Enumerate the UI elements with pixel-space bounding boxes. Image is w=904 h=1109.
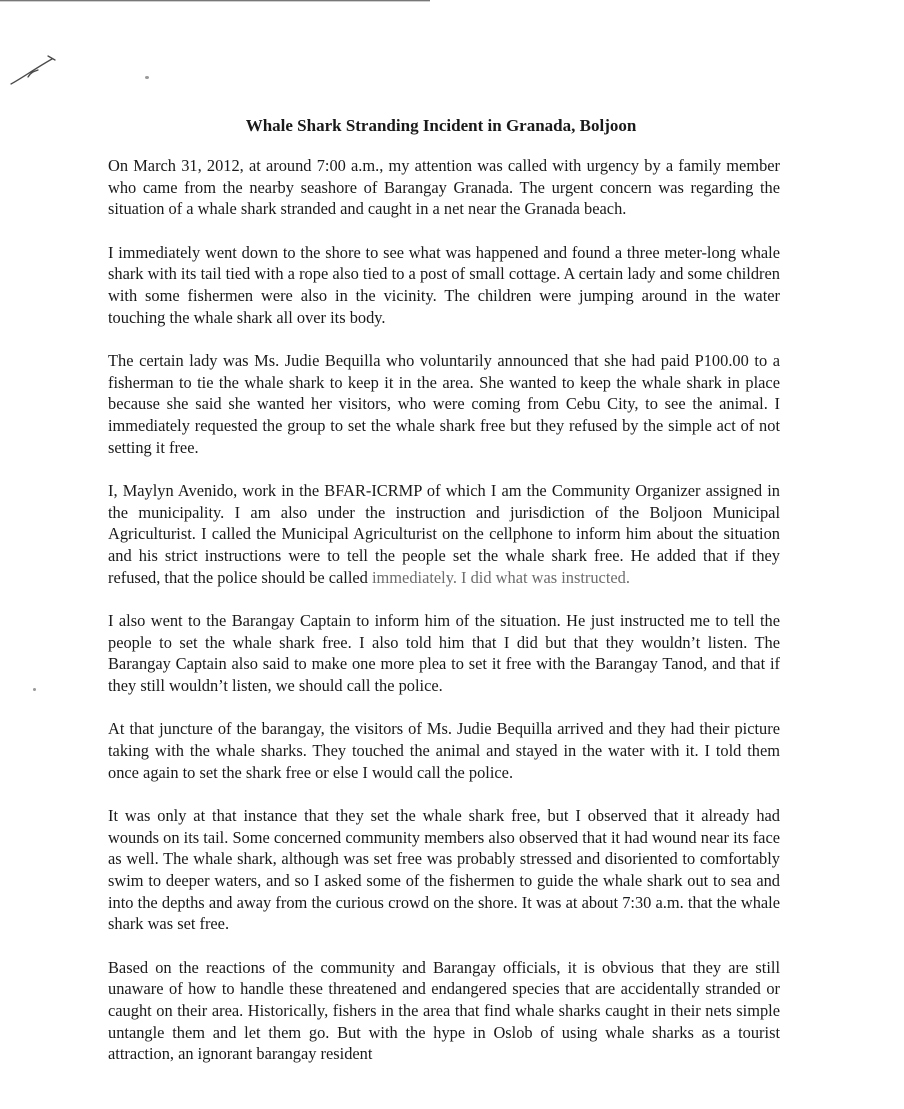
paragraph-text: At that juncture of the barangay, the visitors of Ms. Judie Bequilla arrived and they had their picture taking with the whale sharks. They touched the animal and stayed in the water with it. I told them once again to set the shark free or else I would call the police. <box>108 719 780 782</box>
paragraph <box>108 957 780 1065</box>
paragraph <box>108 610 780 696</box>
faded-text: immediately. I did what was instructed. <box>372 567 630 587</box>
paragraph <box>108 480 780 588</box>
paragraph-text: It was only at that instance that they set the whale shark free, but I observed that it already had wounds on its tail. Some concerned community members also observed that it had wound near its face as well. The whale shark, although was set free was probably stressed and disoriented to comfortably swim to deeper waters, and so I asked some of the fishermen to guide the whale shark out to sea and into the depths and away from the curious crowd on the shore. It was at about 7:30 a.m. that the whale shark was set free. <box>108 806 780 934</box>
paragraph-text: On March 31, 2012, at around 7:00 a.m., my attention was called with urgency by a family member who came from the nearby seashore of Barangay Granada. The urgent concern was regarding the situation of a whale shark stranded and caught in a net near the Granada beach. <box>108 156 780 219</box>
scan-speck <box>33 688 36 691</box>
paragraph-text: I immediately went down to the shore to see what was happened and found a three meter-long whale shark with its tail tied with a rope also tied to a post of small cottage. A certain lady and some children with some fishermen were also in the vicinity. The children were jumping around in the water touching the whale shark all over its body. <box>108 242 780 327</box>
paragraph-text: I also went to the Barangay Captain to inform him of the situation. He just instructed me to tell the people to set the whale shark free. I also told him that I did but that they wouldn’t listen. The Barangay Captain also said to make one more plea to set it free with the Barangay Tanod, and that if they still wouldn’t listen, we should call the police. <box>108 611 780 695</box>
paragraph <box>108 805 780 935</box>
paragraph-text: Based on the reactions of the community and Barangay officials, it is obvious that they are still unaware of how to handle these threatened and endangered species that are accidentally stranded or caught on their area. Historically, fishers in the area that find whale sharks caught in their nets simple untangle them and let them go. But with the hype in Oslob of using whale sharks as a tourist attraction, an ignorant barangay resident <box>108 957 780 1064</box>
document-body <box>108 155 780 1087</box>
document-title: Whale Shark Stranding Incident in Granada, Boljoon <box>245 116 637 135</box>
scan-speck <box>145 76 149 79</box>
pen-mark-icon <box>8 50 64 90</box>
paragraph <box>108 242 780 328</box>
scan-top-rule <box>0 0 430 2</box>
paragraph <box>108 350 780 458</box>
paragraph <box>108 718 780 783</box>
paragraph <box>108 155 780 220</box>
paragraph-text: I, Maylyn Avenido, work in the BFAR-ICRMP of which I am the Community Organizer assigned in the municipality. I am also under the instruction and jurisdiction of the Boljoon Municipal Agriculturist. I called the Municipal Agriculturist on the cellphone to inform him about the situation and his strict instructions were to tell the people set the whale shark free. He added that if they refused, that the police should be called <box>108 481 780 587</box>
paragraph-text: The certain lady was Ms. Judie Bequilla who voluntarily announced that she had paid P100.00 to a fisherman to tie the whale shark to keep it in the area. She wanted to keep the whale shark in place because she said she wanted her visitors, who were coming from Cebu City, to see the animal. I immediately requested the group to set the whale shark free but they refused by the simple act of not setting it free. <box>108 351 780 457</box>
